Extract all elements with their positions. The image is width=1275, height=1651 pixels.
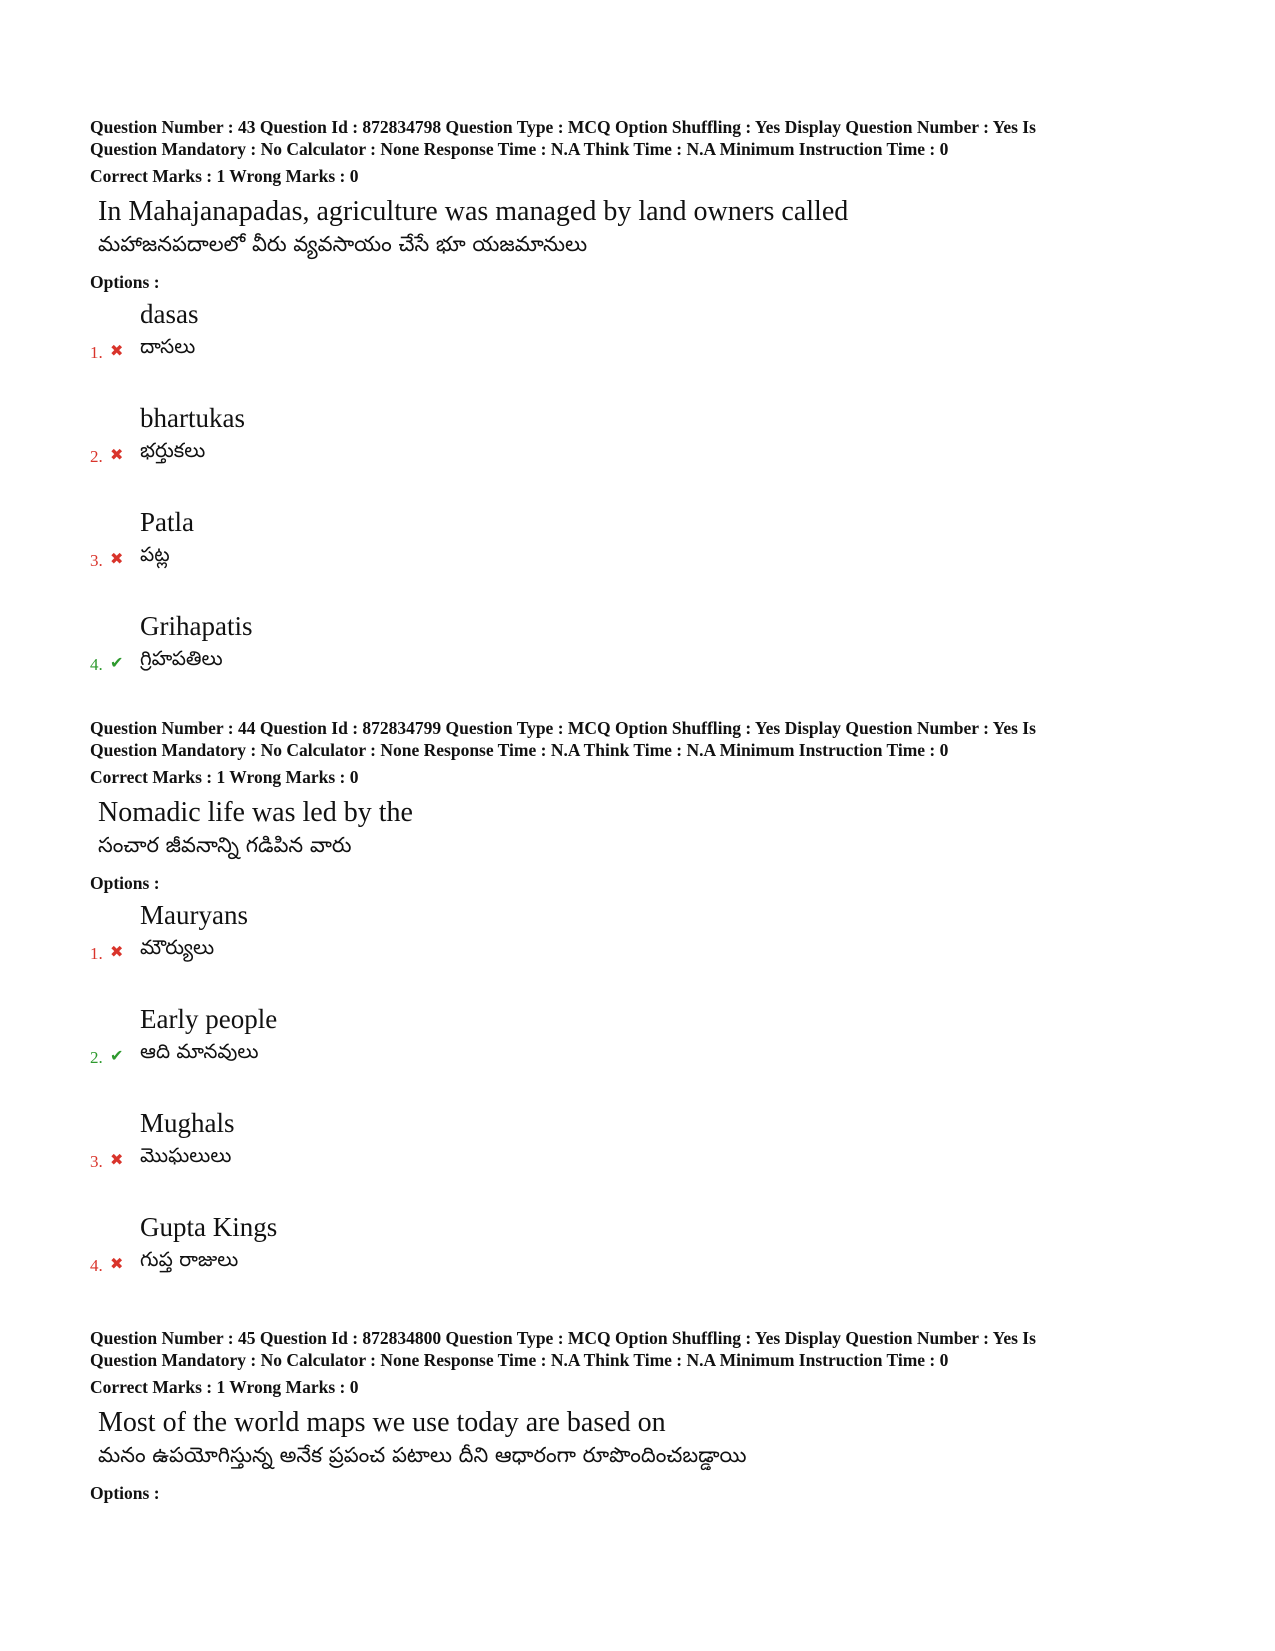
option-number: 4. bbox=[90, 655, 103, 674]
option-telugu: గుప్త రాజులు bbox=[140, 1247, 239, 1271]
options-label: Options : bbox=[90, 272, 160, 292]
option-telugu: మొఘలులు bbox=[140, 1143, 232, 1167]
option-telugu: దాసలు bbox=[140, 334, 196, 358]
question-meta-line1: Question Number : 44 Question Id : 872834799 Question Type : MCQ Option Shuffling : Yes Display Question Number : Yes Is bbox=[90, 718, 1036, 738]
wrong-cross-icon: ✖ bbox=[110, 942, 124, 961]
option-number: 3. bbox=[90, 1152, 103, 1171]
question-meta-line1: Question Number : 45 Question Id : 872834800 Question Type : MCQ Option Shuffling : Yes Display Question Number : Yes Is bbox=[90, 1328, 1036, 1348]
option-4 bbox=[90, 1206, 1200, 1310]
option-4 bbox=[90, 605, 1200, 709]
question-marks: Correct Marks : 1 Wrong Marks : 0 bbox=[90, 1377, 359, 1397]
question-meta-line2: Question Mandatory : No Calculator : None Response Time : N.A Think Time : N.A Minimum Instruction Time : 0 bbox=[90, 1350, 949, 1370]
option-english: Grihapatis bbox=[140, 611, 253, 641]
option-number: 3. bbox=[90, 551, 103, 570]
question-43 bbox=[90, 116, 1200, 709]
question-stem-english: Most of the world maps we use today are based on bbox=[98, 1407, 666, 1438]
question-45 bbox=[90, 1327, 1200, 1504]
options-label: Options : bbox=[90, 873, 160, 893]
question-stem-english: Nomadic life was led by the bbox=[98, 797, 413, 828]
option-telugu: భర్తుకలు bbox=[140, 438, 206, 462]
question-stem bbox=[98, 796, 1200, 860]
option-english: bhartukas bbox=[140, 403, 245, 433]
option-number: 4. bbox=[90, 1256, 103, 1275]
question-meta-line2: Question Mandatory : No Calculator : None Response Time : N.A Think Time : N.A Minimum Instruction Time : 0 bbox=[90, 139, 949, 159]
wrong-cross-icon: ✖ bbox=[110, 1254, 124, 1273]
option-english: Early people bbox=[140, 1004, 278, 1034]
question-stem bbox=[98, 195, 1200, 259]
option-2 bbox=[90, 998, 1200, 1102]
options-label: Options : bbox=[90, 1483, 160, 1503]
option-1 bbox=[90, 894, 1200, 998]
wrong-cross-icon: ✖ bbox=[110, 549, 124, 568]
question-meta-line1: Question Number : 43 Question Id : 872834798 Question Type : MCQ Option Shuffling : Yes Display Question Number : Yes Is bbox=[90, 117, 1036, 137]
wrong-cross-icon: ✖ bbox=[110, 1150, 124, 1169]
option-number: 1. bbox=[90, 944, 103, 963]
option-telugu: ఆది మానవులు bbox=[140, 1039, 259, 1063]
wrong-cross-icon: ✖ bbox=[110, 445, 124, 464]
option-telugu: పట్ల bbox=[140, 542, 170, 566]
question-stem-english: In Mahajanapadas, agriculture was managed by land owners called bbox=[98, 196, 849, 227]
options-list bbox=[90, 293, 1200, 709]
question-marks: Correct Marks : 1 Wrong Marks : 0 bbox=[90, 166, 359, 186]
option-telugu: గ్రిహపతిలు bbox=[140, 646, 223, 670]
options-list bbox=[90, 894, 1200, 1310]
option-number: 2. bbox=[90, 447, 103, 466]
option-3 bbox=[90, 1102, 1200, 1206]
option-english: Mauryans bbox=[140, 900, 248, 930]
option-english: Mughals bbox=[140, 1108, 235, 1138]
option-2 bbox=[90, 397, 1200, 501]
question-marks: Correct Marks : 1 Wrong Marks : 0 bbox=[90, 767, 359, 787]
option-english: dasas bbox=[140, 299, 199, 329]
option-telugu: మౌర్యులు bbox=[140, 935, 215, 959]
question-stem-telugu: మహాజనపదాలలో వీరు వ్యవసాయం చేసే భూ యజమానులు bbox=[98, 232, 588, 256]
correct-check-icon: ✔ bbox=[110, 653, 124, 672]
option-1 bbox=[90, 293, 1200, 397]
question-stem-telugu: సంచార జీవనాన్ని గడిపిన వారు bbox=[98, 833, 352, 857]
question-stem bbox=[98, 1406, 1200, 1470]
correct-check-icon: ✔ bbox=[110, 1046, 124, 1065]
question-meta-line2: Question Mandatory : No Calculator : None Response Time : N.A Think Time : N.A Minimum Instruction Time : 0 bbox=[90, 740, 949, 760]
option-number: 1. bbox=[90, 343, 103, 362]
wrong-cross-icon: ✖ bbox=[110, 341, 124, 360]
option-english: Patla bbox=[140, 507, 194, 537]
question-44 bbox=[90, 717, 1200, 1310]
option-number: 2. bbox=[90, 1048, 103, 1067]
option-english: Gupta Kings bbox=[140, 1212, 278, 1242]
option-3 bbox=[90, 501, 1200, 605]
question-stem-telugu: మనం ఉపయోగిస్తున్న అనేక ప్రపంచ పటాలు దీని ఆధారంగా రూపొందించబడ్డాయి bbox=[98, 1443, 747, 1467]
